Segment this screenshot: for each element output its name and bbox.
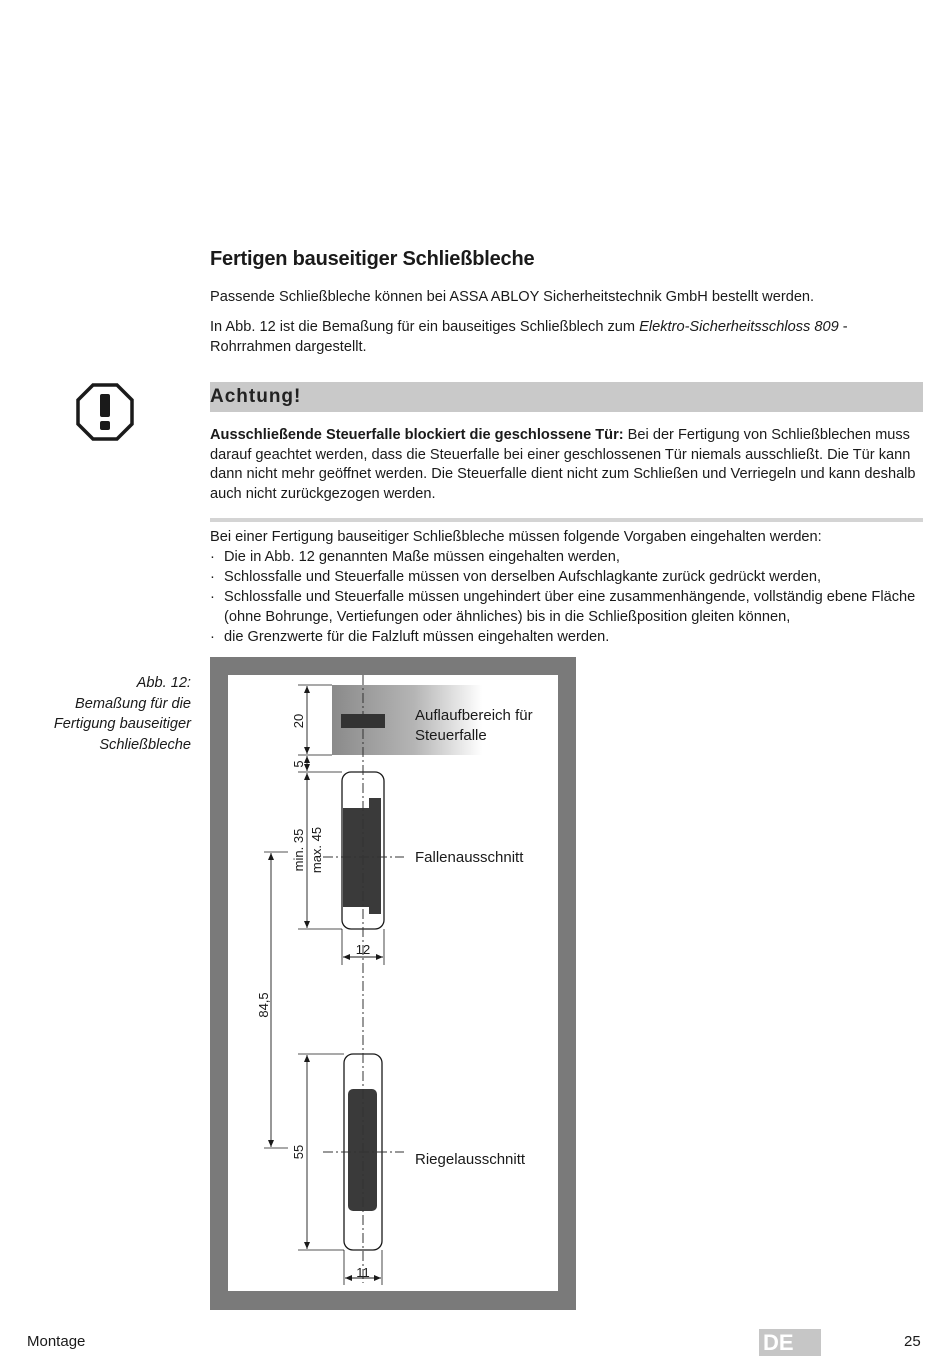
label-auflauf: Auflaufbereich für Steuerfalle xyxy=(415,707,533,744)
product-name: Elektro-Sicherheitsschloss 809 xyxy=(639,319,839,335)
warning-title: Achtung! xyxy=(210,386,302,407)
footer-section: Montage xyxy=(27,1333,86,1350)
dim-20: 20 xyxy=(291,713,306,729)
label-riegel: Riegelausschnitt xyxy=(415,1151,526,1168)
figure-caption: Abb. 12: Bemaßung für die Fertigung bauseitiger Schließbleche xyxy=(53,675,191,753)
dim-55: 55 xyxy=(291,1144,306,1160)
requirements-list xyxy=(210,547,925,647)
page-number: 25 xyxy=(904,1333,921,1350)
intro-paragraph-1: Passende Schließbleche können bei ASSA ABLOY Sicherheitstechnik GmbH bestellt werden. xyxy=(210,289,815,305)
language-badge: DE xyxy=(759,1329,821,1356)
intro-text: In Abb. 12 ist die Bemaßung für ein bauseitiges Schließblech zum xyxy=(210,319,636,335)
list-item: · die Grenzwerte für die Falzluft müssen eingehalten werden. xyxy=(210,629,610,645)
separator xyxy=(210,518,923,522)
list-item: · Die in Abb. 12 genannten Maße müssen eingehalten werden, xyxy=(210,549,620,565)
bullet: · xyxy=(210,569,215,585)
label-falle: Fallenausschnitt xyxy=(415,849,524,866)
dim-84-5: 84,5 xyxy=(256,992,271,1018)
warning-text xyxy=(210,426,925,504)
warning-bar xyxy=(210,382,923,412)
list-item: · Schlossfalle und Steuerfalle müssen ungehindert über eine zusammenhängende, vollständig ebene Fläche (ohne Bohrunge, Vertiefungen oder ähnliches) bis in die Schließposition gleiten können, xyxy=(210,589,916,625)
dim-11: 11 xyxy=(356,1265,370,1280)
warning-lead: Ausschließende Steuerfalle blockiert die geschlossene Tür: xyxy=(210,427,624,443)
strike-plate-drawing xyxy=(228,675,558,1291)
intro-text-end: - Rohrrahmen dargestellt. xyxy=(210,319,848,355)
dim-min35: min. 35 xyxy=(291,828,306,872)
requirements-intro: Bei einer Fertigung bauseitiger Schließbleche müssen folgende Vorgaben eingehalten werden: xyxy=(210,529,822,545)
dim-12: 12 xyxy=(355,942,371,957)
bullet: · xyxy=(210,629,215,645)
exclamation-octagon-icon xyxy=(76,383,134,446)
bullet: · xyxy=(210,549,215,565)
warning-body: Bei der Fertigung von Schließblechen muss darauf geachtet werden, dass die Steuerfalle bei einer geschlossenen Tür niemals ausschließt. Die Tür kann dann nicht mehr geöffnet werden. Die Steuerfalle dient nicht zum Schließen und Verriegeln und kann deshalb auch nicht zurückgezogen werden. xyxy=(210,427,916,502)
bullet: · xyxy=(210,589,215,605)
list-item: · Schlossfalle und Steuerfalle müssen von derselben Aufschlagkante zurück gedrückt werden, xyxy=(210,569,822,585)
intro-paragraph-2 xyxy=(210,318,925,357)
page-heading: Fertigen bauseitiger Schließbleche xyxy=(210,248,535,270)
dim-5: 5 xyxy=(291,760,306,768)
latch-cutout xyxy=(343,798,381,914)
dim-max45: max. 45 xyxy=(309,826,324,874)
